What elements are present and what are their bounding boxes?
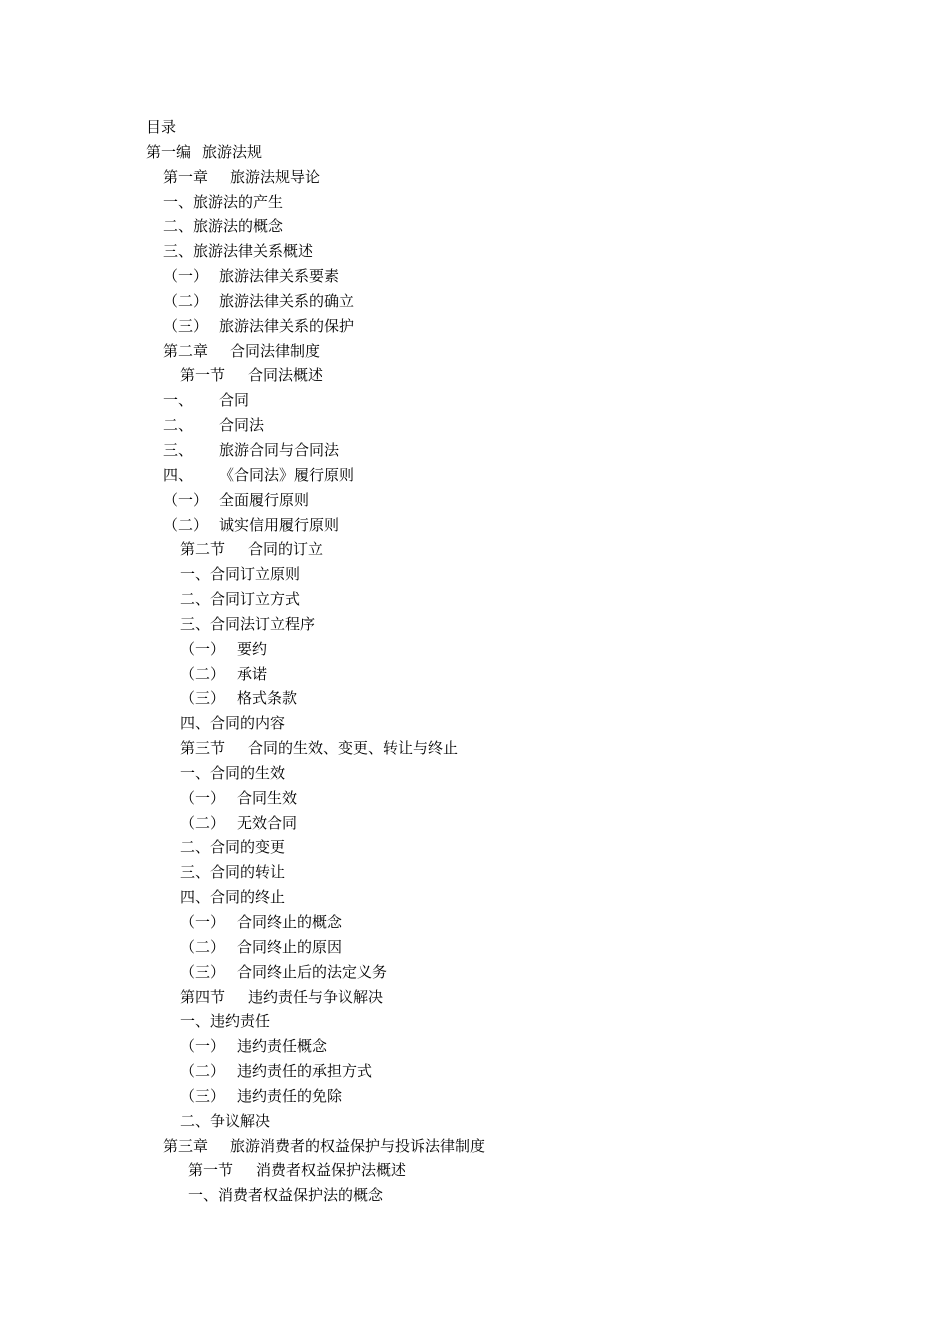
toc-subitem: （二） 承诺 bbox=[180, 664, 268, 683]
toc-subitem: （一） 违约责任概念 bbox=[180, 1037, 328, 1056]
section-title: 违约责任与争议解决 bbox=[248, 987, 384, 1006]
section-title: 合同法概述 bbox=[248, 366, 324, 385]
toc-section bbox=[0, 1158, 950, 1183]
toc-item: 二、 合同法 bbox=[163, 416, 265, 435]
section-label: 第四节 bbox=[180, 987, 226, 1006]
toc-item: 四、合同的终止 bbox=[180, 888, 286, 907]
toc-item: 三、 旅游合同与合同法 bbox=[163, 440, 340, 459]
section-label: 第三节 bbox=[180, 739, 226, 758]
toc-item: 三、合同的转让 bbox=[180, 863, 286, 882]
section-label: 第二节 bbox=[180, 540, 226, 559]
toc-part-1 bbox=[0, 140, 950, 165]
toc-item: 二、合同订立方式 bbox=[180, 590, 301, 609]
section-title: 合同的生效、变更、转让与终止 bbox=[248, 739, 459, 758]
toc-subitem: （三） 合同终止后的法定义务 bbox=[180, 962, 388, 981]
toc-subitem: （一） 全面履行原则 bbox=[163, 490, 310, 509]
toc-subitem: （二） 合同终止的原因 bbox=[180, 937, 343, 956]
toc-item: 一、合同的生效 bbox=[180, 763, 286, 782]
toc-item: 四、合同的内容 bbox=[180, 714, 286, 733]
toc-item: 一、消费者权益保护法的概念 bbox=[188, 1186, 384, 1205]
toc-item: 二、争议解决 bbox=[180, 1111, 271, 1130]
chapter-title: 旅游消费者的权益保护与投诉法律制度 bbox=[230, 1136, 486, 1155]
toc-subitem: （一） 旅游法律关系要素 bbox=[163, 267, 340, 286]
toc-item: 二、合同的变更 bbox=[180, 838, 286, 857]
toc-subitem: （三） 格式条款 bbox=[180, 689, 298, 708]
toc-title: 目录 bbox=[146, 118, 177, 136]
toc-subitem: （二） 旅游法律关系的确立 bbox=[163, 291, 355, 310]
toc-chapter-1 bbox=[0, 165, 950, 190]
toc-subitem: （二） 无效合同 bbox=[180, 813, 298, 832]
chapter-title: 合同法律制度 bbox=[230, 341, 321, 360]
toc-section bbox=[0, 537, 950, 562]
section-title: 合同的订立 bbox=[248, 540, 324, 559]
toc-section bbox=[0, 985, 950, 1010]
section-label: 第一节 bbox=[188, 1161, 234, 1180]
toc-subitem: （三） 违约责任的免除 bbox=[180, 1086, 343, 1105]
toc-chapter-2 bbox=[0, 339, 950, 364]
chapter-label: 第三章 bbox=[163, 1136, 209, 1155]
toc-subitem: （二） 诚实信用履行原则 bbox=[163, 515, 340, 534]
toc-section bbox=[0, 363, 950, 388]
toc-item: 三、旅游法律关系概述 bbox=[163, 242, 314, 261]
chapter-label: 第二章 bbox=[163, 341, 209, 360]
toc-item: 一、合同订立原则 bbox=[180, 565, 301, 584]
toc-subitem: （二） 违约责任的承担方式 bbox=[180, 1062, 373, 1081]
toc-subitem: （三） 旅游法律关系的保护 bbox=[163, 316, 355, 335]
toc-chapter-3 bbox=[0, 1134, 950, 1159]
toc-item: 三、合同法订立程序 bbox=[180, 614, 316, 633]
toc-item: 一、旅游法的产生 bbox=[163, 192, 284, 211]
toc-subitem: （一） 要约 bbox=[180, 639, 268, 658]
toc-item: 一、违约责任 bbox=[180, 1012, 271, 1031]
part-label: 第一编 bbox=[146, 142, 192, 161]
toc-subitem: （一） 合同终止的概念 bbox=[180, 913, 343, 931]
toc-section bbox=[0, 736, 950, 761]
section-title: 消费者权益保护法概述 bbox=[256, 1161, 407, 1180]
part-title: 旅游法规 bbox=[202, 142, 263, 161]
chapter-label: 第一章 bbox=[163, 167, 209, 186]
toc-item: 一、 合同 bbox=[163, 391, 250, 410]
section-label: 第一节 bbox=[180, 366, 226, 385]
table-of-contents bbox=[0, 115, 950, 1208]
chapter-title: 旅游法规导论 bbox=[230, 167, 321, 186]
toc-item: 四、 《合同法》履行原则 bbox=[163, 465, 355, 484]
toc-item: 二、旅游法的概念 bbox=[163, 217, 284, 236]
toc-subitem: （一） 合同生效 bbox=[180, 788, 298, 807]
